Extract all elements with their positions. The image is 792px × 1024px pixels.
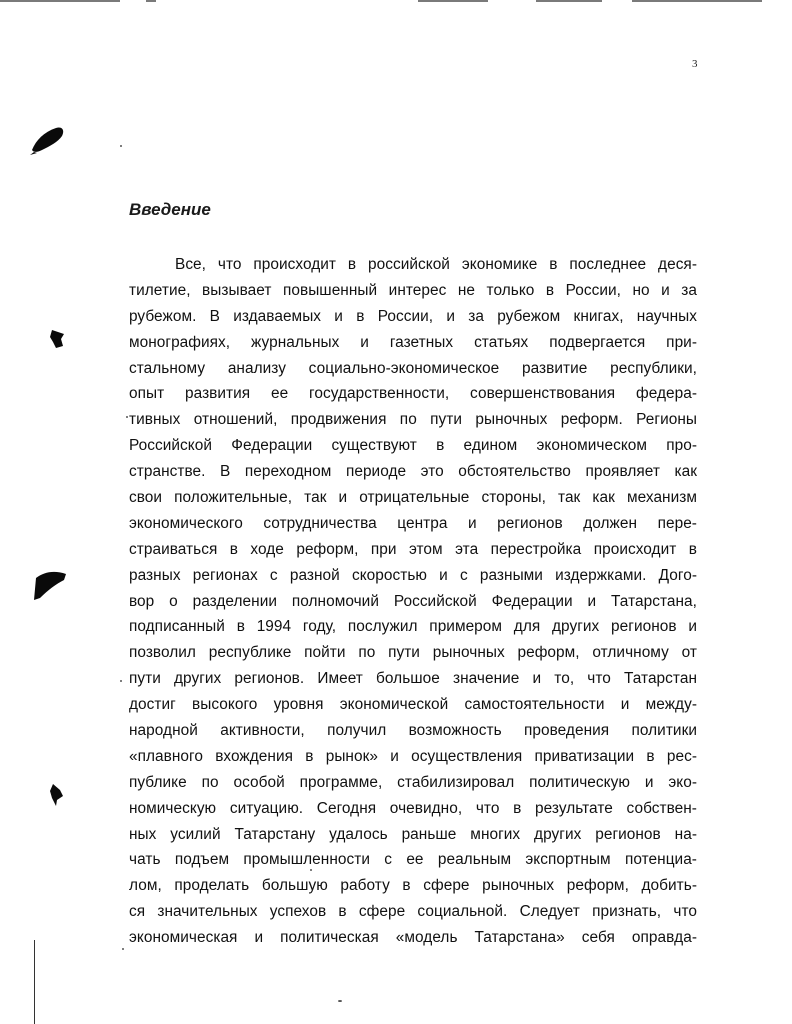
text-line: тилетие, вызывает повышенный интерес не только в России, но и за [129, 281, 697, 299]
scan-blot-mark [48, 328, 68, 350]
text-line: достиг высокого уровня экономической самостоятельности и между- [129, 696, 697, 714]
text-line: публике по особой программе, стабилизировал политическую и эко- [129, 773, 697, 791]
text-line: опыт развития ее государственности, совершенствования федера- [129, 385, 697, 403]
text-line: чать подъем промышленности с ее реальным экспортным потенциа- [129, 851, 697, 869]
text-line: позволил республике пойти по пути рыночных реформ, отличному от [129, 644, 697, 662]
scan-speck [120, 680, 122, 682]
text-line: номическую ситуацию. Сегодня очевидно, что в результате собствен- [129, 799, 697, 817]
text-line: экономическая и политическая «модель Татарстана» себя оправда- [129, 929, 697, 947]
text-line: подписанный в 1994 году, послужил примером для других регионов и [129, 618, 697, 636]
scan-edge-line [34, 940, 35, 1024]
scan-blot-mark [30, 566, 70, 602]
body-paragraph [129, 252, 697, 951]
scan-speck [120, 145, 122, 147]
scan-speck [122, 948, 124, 950]
text-line: ных усилий Татарстану удалось раньше многих других регионов на- [129, 825, 697, 843]
scan-blot-mark [28, 122, 68, 156]
text-line: Все, что происходит в российской экономике в последнее деся- [175, 256, 697, 273]
text-line: страиваться в ходе реформ, при этом эта перестройка происходит в [129, 540, 697, 558]
section-heading: Введение [129, 200, 211, 219]
text-line: лом, проделать большую работу в сфере рыночных реформ, добить- [129, 877, 697, 895]
scan-artifact-top [418, 0, 488, 2]
scan-artifact-top [0, 0, 120, 2]
text-line: монографиях, журнальных и газетных статьях подвергается при- [129, 333, 697, 351]
scan-speck [338, 1000, 342, 1002]
scan-artifact-top [146, 0, 156, 2]
text-line: тивных отношений, продвижения по пути рыночных реформ. Регионы [129, 411, 697, 429]
text-line: пути других регионов. Имеет большое значение и то, что Татарстан [129, 670, 697, 688]
scan-artifact-top [536, 0, 602, 2]
text-line: экономического сотрудничества центра и регионов должен пере- [129, 514, 697, 532]
text-line: вор о разделении полномочий Российской Федерации и Татарстана, [129, 592, 697, 610]
text-line: ся значительных успехов в сфере социальной. Следует признать, что [129, 903, 697, 921]
text-line: Российской Федерации существуют в едином экономическом про- [129, 437, 697, 455]
scan-artifact-top [632, 0, 762, 2]
text-line: странстве. В переходном периоде это обстоятельство проявляет как [129, 463, 697, 481]
scan-speck [126, 416, 128, 418]
text-line: разных регионах с разной скоростью и с разными издержками. Дого- [129, 566, 697, 584]
text-line: «плавного вхождения в рынок» и осуществления приватизации в рес- [129, 747, 697, 765]
text-line: народной активности, получил возможность проведения политики [129, 722, 697, 740]
scan-blot-mark [48, 782, 66, 808]
text-line: свои положительные, так и отрицательные стороны, так как механизм [129, 489, 697, 507]
text-line: стальному анализу социально-экономическое развитие республики, [129, 359, 697, 377]
text-line: рубежом. В издаваемых и в России, и за рубежом книгах, научных [129, 307, 697, 325]
page-number: 3 [692, 58, 698, 70]
